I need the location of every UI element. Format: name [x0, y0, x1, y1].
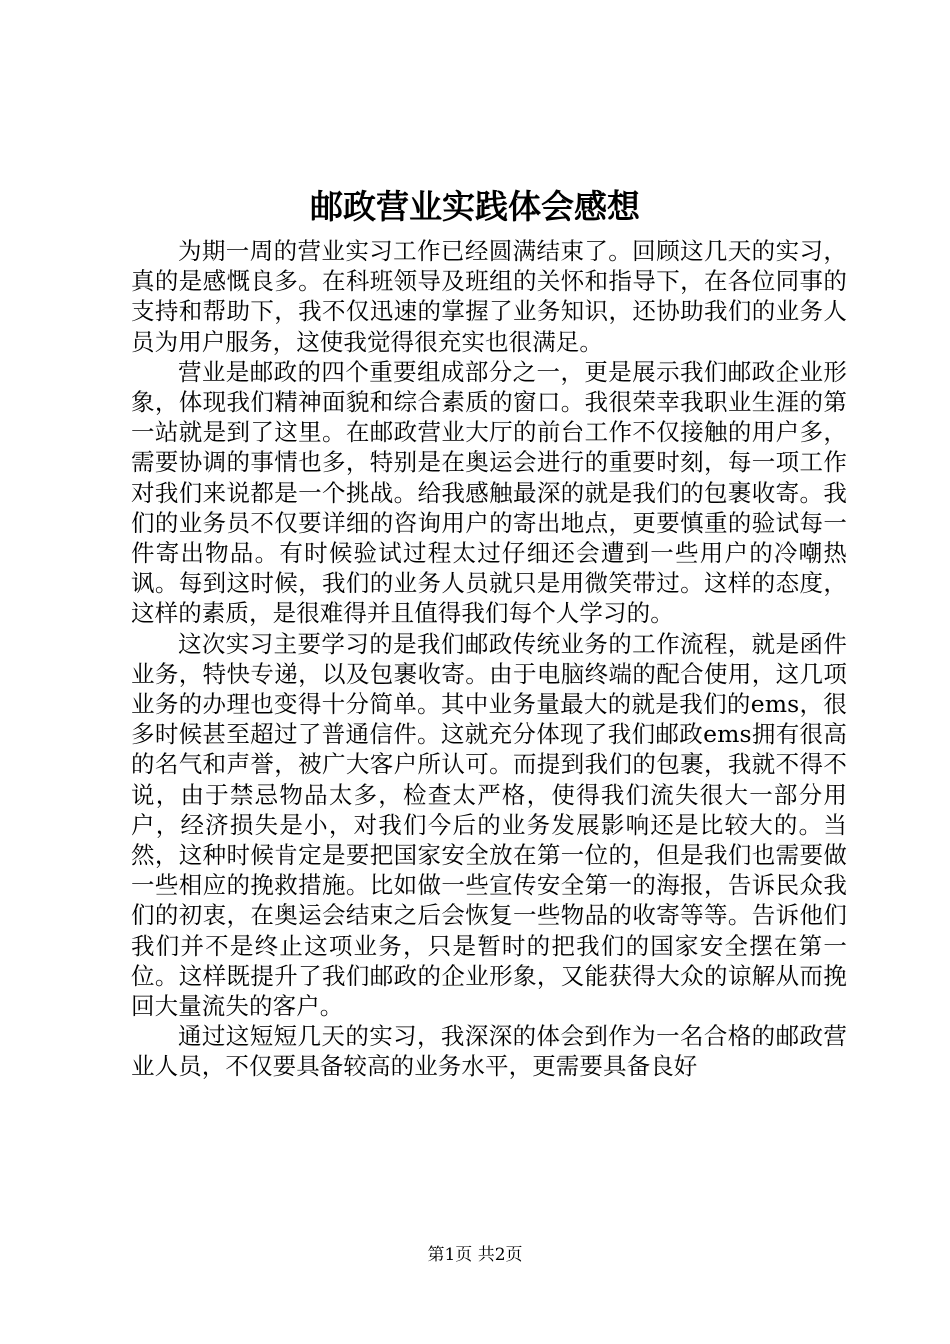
- page-indicator: 第1页 共2页: [427, 1245, 523, 1265]
- paragraph-3: 这次实习主要学习的是我们邮政传统业务的工作流程，就是函件业务，特快专递，以及包裹收寄。由于电脑终端的配合使用，这几项业务的办理也变得十分简单。其中业务量最大的就是我们的ems，很多时候甚至超过了普通信件。这就充分体现了我们邮政ems拥有很高的名气和声誉，被广大客户所认可。而提到我们的包裹，我就不得不说，由于禁忌物品太多，检查太严格，使得我们流失很大一部分用户，经济损失是小，对我们今后的业务发展影响还是比较大的。当然，这种时候肯定是要把国家安全放在第一位的，但是我们也需要做一些相应的挽救措施。比如做一些宣传安全第一的海报，告诉民众我们的初衷，在奥运会结束之后会恢复一些物品的收寄等等。告诉他们我们并不是终止这项业务，只是暂时的把我们的国家安全摆在第一位。这样既提升了我们邮政的企业形象，又能获得大众的谅解从而挽回大量流失的客户。: [131, 629, 847, 1021]
- page-footer: [0, 1243, 950, 1267]
- paragraph-1: 为期一周的营业实习工作已经圆满结束了。回顾这几天的实习，真的是感慨良多。在科班领导及班组的关怀和指导下，在各位同事的支持和帮助下，我不仅迅速的掌握了业务知识，还协助我们的业务人员为用户服务，这使我觉得很充实也很满足。: [131, 237, 847, 356]
- paragraph-4: 通过这短短几天的实习，我深深的体会到作为一名合格的邮政营业人员，不仅要具备较高的业务水平，更需要具备良好: [131, 1022, 847, 1081]
- paragraph-2: 营业是邮政的四个重要组成部分之一，更是展示我们邮政企业形象，体现我们精神面貌和综合素质的窗口。我很荣幸我职业生涯的第一站就是到了这里。在邮政营业大厅的前台工作不仅接触的用户多，需要协调的事情也多，特别是在奥运会进行的重要时刻，每一项工作对我们来说都是一个挑战。给我感触最深的就是我们的包裹收寄。我们的业务员不仅要详细的咨询用户的寄出地点，更要慎重的验试每一件寄出物品。有时候验试过程太过仔细还会遭到一些用户的冷嘲热讽。每到这时候，我们的业务人员就只是用微笑带过。这样的态度，这样的素质，是很难得并且值得我们每个人学习的。: [131, 357, 847, 628]
- document-title: 邮政营业实践体会感想: [310, 187, 640, 226]
- document-body: [131, 236, 847, 1082]
